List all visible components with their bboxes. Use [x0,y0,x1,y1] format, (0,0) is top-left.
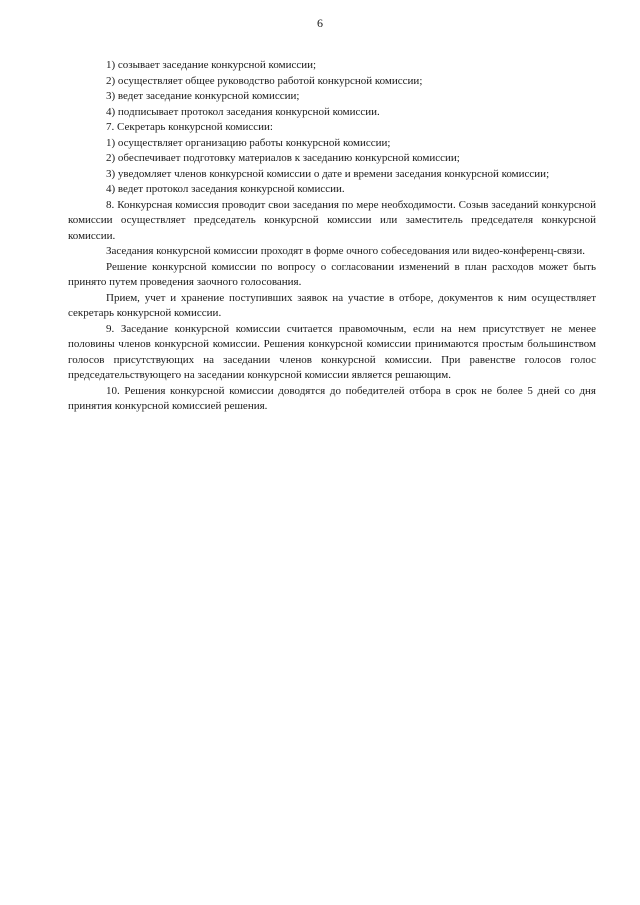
page-number: 6 [317,16,323,30]
document-body [68,58,596,415]
paragraph: 4) подписывает протокол заседания конкурсной комиссии. [106,105,380,118]
paragraph: 2) осуществляет общее руководство работой конкурсной комиссии; [106,74,423,87]
paragraph: 2) обеспечивает подготовку материалов к заседанию конкурсной комиссии; [106,152,460,164]
paragraph: 8. Конкурсная комиссия проводит свои заседания по мере необходимости. Созыв заседаний конкурсной комиссии осуществляет председатель конкурсной комиссии или заместитель председателя конкурсной комиссии. [68,198,596,242]
paragraph: Прием, учет и хранение поступивших заявок на участие в отборе, документов к ним осуществляет секретарь конкурсной комиссии. [68,291,596,319]
paragraph: 3) уведомляет членов конкурсной комиссии о дате и времени заседания конкурсной комиссии; [106,167,550,180]
paragraph: Заседания конкурсной комиссии проходят в форме очного собеседования или видео-конференц-связи. [106,245,585,257]
paragraph: 1) созывает заседание конкурсной комиссии; [106,59,317,71]
paragraph: Решение конкурсной комиссии по вопросу о согласовании изменений в план расходов может быть принято путем проведения заочного голосования. [68,260,596,288]
paragraph: 10. Решения конкурсной комиссии доводятся до победителей отбора в срок не более 5 дней со дня принятия конкурсной комиссией решения. [68,384,596,412]
paragraph: 4) ведет протокол заседания конкурсной комиссии. [106,183,345,195]
section-heading: 7. Секретарь конкурсной комиссии: [106,121,273,133]
paragraph: 1) осуществляет организацию работы конкурсной комиссии; [106,136,391,149]
paragraph: 3) ведет заседание конкурсной комиссии; [106,90,300,102]
paragraph: 9. Заседание конкурсной комиссии считается правомочным, если на нем присутствует не менее половины членов конкурсной комиссии. Решения конкурсной комиссии принимаются простым большинством голосов присутствующих на заседании членов конкурсной комиссии. При равенстве голосов голос председательствующего на заседании конкурсной комиссии является решающим. [68,322,596,381]
